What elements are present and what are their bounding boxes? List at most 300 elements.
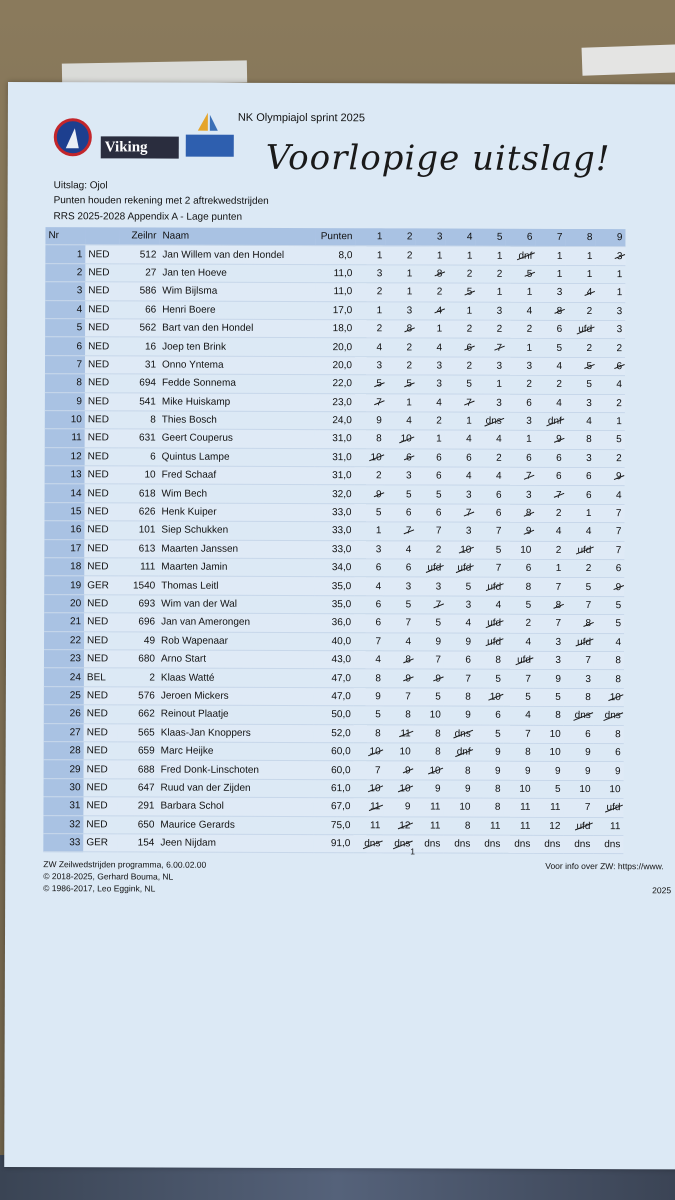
- points-cell: 47,0: [314, 669, 354, 688]
- rank-cell: 2: [45, 263, 85, 282]
- race-score: 7: [465, 673, 471, 685]
- race-score: 3: [376, 268, 383, 280]
- race-4-cell: [443, 835, 473, 853]
- race-9-cell: [595, 431, 625, 449]
- race-7-cell: [534, 541, 564, 559]
- race-5-cell: [475, 357, 505, 375]
- race-score: dns: [514, 838, 531, 850]
- name-cell: Arno Start: [158, 650, 314, 669]
- race-4-cell: [445, 283, 475, 301]
- race-score: 2: [466, 323, 473, 335]
- rank-cell: 24: [44, 668, 84, 687]
- race-score: 4: [406, 415, 412, 427]
- sail-number-cell: 626: [118, 503, 158, 522]
- race-7-cell: [534, 780, 564, 798]
- sail-number-cell: 565: [118, 723, 158, 742]
- race-7-cell: [534, 596, 564, 614]
- col-race-6: 6: [505, 229, 535, 247]
- race-9-cell: [595, 486, 625, 504]
- race-score: 10: [459, 801, 471, 813]
- race-score: 10: [549, 728, 561, 740]
- race-1-cell: [354, 724, 384, 742]
- race-7-cell: [534, 578, 564, 596]
- race-9-cell: [594, 541, 624, 559]
- table-row: [44, 521, 624, 541]
- race-4-cell: [444, 725, 474, 743]
- copyright-line-2: © 1986-2017, Leo Eggink, NL: [43, 883, 156, 894]
- race-4-cell: [444, 633, 474, 651]
- race-score: 5: [525, 599, 532, 611]
- race-3-cell: [414, 559, 444, 577]
- race-1-cell: [354, 540, 384, 558]
- points-cell: 35,0: [314, 595, 354, 614]
- race-score: 7: [376, 396, 382, 409]
- col-country: [85, 227, 119, 245]
- race-score: 11: [370, 801, 381, 813]
- race-score: 9: [464, 783, 471, 795]
- race-score: 3: [375, 544, 382, 556]
- rank-cell: 3: [45, 282, 85, 301]
- race-6-cell: [505, 357, 535, 375]
- race-score: 8: [525, 581, 532, 593]
- results-sheet: [4, 82, 675, 1169]
- race-2-cell: [385, 338, 415, 356]
- race-score: 5: [375, 709, 381, 721]
- race-score: 6: [615, 747, 621, 759]
- race-2-cell: [384, 559, 414, 577]
- table-row: [44, 778, 624, 798]
- rank-cell: 6: [45, 337, 85, 356]
- race-score: 3: [376, 360, 383, 372]
- race-score: dns: [544, 838, 561, 851]
- race-8-cell: [564, 559, 594, 577]
- race-4-cell: [445, 375, 475, 393]
- race-score: 7: [555, 581, 562, 593]
- race-4-cell: [444, 577, 474, 595]
- info-link-text: Voor info over ZW: https://www.: [545, 860, 664, 872]
- race-score: 3: [496, 397, 502, 409]
- table-row: [45, 392, 625, 412]
- col-race-1: 1: [355, 228, 385, 246]
- race-8-cell: [564, 743, 594, 761]
- col-points: Punten: [315, 228, 355, 246]
- year-text: 2025: [652, 885, 672, 896]
- race-score: 10: [460, 544, 472, 556]
- sail-number-cell: 650: [117, 815, 157, 834]
- race-4-cell: [444, 596, 474, 614]
- race-score: 1: [586, 250, 593, 262]
- points-cell: 35,0: [314, 577, 354, 596]
- sail-number-cell: 16: [119, 337, 159, 356]
- rank-cell: 26: [44, 705, 84, 724]
- race-score: 5: [556, 342, 563, 354]
- race-5-cell: [474, 614, 504, 632]
- race-score: 3: [405, 581, 412, 593]
- name-cell: Geert Couperus: [159, 429, 315, 448]
- race-8-cell: [564, 541, 594, 559]
- points-cell: 31,0: [315, 467, 355, 486]
- race-5-cell: [474, 651, 504, 669]
- race-3-cell: [414, 633, 444, 651]
- country-cell: NED: [84, 742, 118, 761]
- country-cell: NED: [84, 631, 118, 650]
- race-score: 2: [555, 507, 562, 519]
- race-score: 9: [465, 709, 471, 721]
- race-score: 5: [466, 286, 473, 298]
- points-cell: 67,0: [313, 798, 353, 817]
- country-cell: NED: [85, 374, 119, 393]
- race-score: 11: [369, 819, 381, 831]
- sail-number-cell: 662: [118, 705, 158, 724]
- race-6-cell: [505, 265, 535, 283]
- rank-cell: 21: [44, 613, 84, 632]
- sail-number-cell: 693: [118, 595, 158, 614]
- sail-number-cell: 1540: [118, 576, 158, 595]
- race-score: 8: [615, 655, 622, 667]
- race-2-cell: [384, 761, 414, 779]
- race-score: 2: [586, 342, 593, 354]
- race-2-cell: [385, 357, 415, 375]
- race-5-cell: [475, 430, 505, 448]
- race-score: 4: [495, 599, 502, 611]
- rank-cell: 25: [44, 686, 84, 705]
- country-cell: NED: [84, 687, 118, 706]
- race-score: 9: [375, 488, 382, 500]
- race-5-cell: [475, 283, 505, 301]
- race-8-cell: [564, 670, 594, 688]
- race-score: 4: [525, 710, 531, 722]
- race-score: 5: [435, 617, 442, 629]
- table-row: [44, 576, 624, 596]
- race-score: 10: [370, 452, 382, 464]
- rank-cell: 23: [44, 650, 84, 669]
- race-score: dnf: [456, 746, 471, 758]
- race-score: 8: [464, 820, 471, 832]
- race-score: 9: [615, 765, 621, 777]
- race-1-cell: [354, 761, 384, 779]
- race-score: 9: [405, 764, 411, 776]
- race-4-cell: [444, 780, 474, 798]
- race-score: 6: [525, 563, 532, 575]
- race-1-cell: [354, 743, 384, 761]
- points-cell: 17,0: [315, 301, 355, 320]
- points-cell: 61,0: [314, 779, 354, 798]
- race-8-cell: [565, 357, 595, 375]
- race-score: 10: [369, 783, 381, 795]
- race-7-cell: [535, 320, 565, 338]
- race-score: 4: [525, 636, 532, 648]
- race-score: 6: [466, 342, 473, 354]
- race-score: 1: [496, 250, 503, 262]
- race-2-cell: [384, 632, 414, 650]
- race-score: 3: [436, 378, 442, 390]
- race-7-cell: [534, 670, 564, 688]
- race-score: 9: [525, 526, 532, 538]
- race-8-cell: [563, 799, 593, 817]
- race-1-cell: [355, 264, 385, 282]
- race-5-cell: [475, 412, 505, 430]
- race-score: 8: [585, 691, 591, 703]
- race-7-cell: [534, 743, 564, 761]
- race-score: 2: [436, 415, 442, 427]
- race-score: ufd: [577, 544, 592, 556]
- race-score: 9: [405, 672, 411, 684]
- event-title: NK Olympiajol sprint 2025: [237, 111, 366, 125]
- race-2-cell: [384, 780, 414, 798]
- points-cell: 31,0: [315, 430, 355, 449]
- race-9-cell: [595, 302, 625, 320]
- race-score: 6: [406, 452, 412, 464]
- race-4-cell: [443, 798, 473, 816]
- race-2-cell: [384, 651, 414, 669]
- race-6-cell: [505, 339, 535, 357]
- points-cell: 33,0: [314, 540, 354, 559]
- race-score: 11: [519, 820, 531, 832]
- race-8-cell: [565, 302, 595, 320]
- race-5-cell: [474, 522, 504, 540]
- race-score: 1: [406, 286, 413, 298]
- sail-number-cell: 291: [117, 797, 157, 816]
- table-row: [44, 613, 624, 633]
- race-score: 2: [526, 323, 533, 335]
- race-score: 3: [555, 636, 562, 648]
- race-score: 1: [526, 434, 532, 446]
- sail-number-cell: 696: [118, 613, 158, 632]
- race-score: 10: [399, 783, 411, 795]
- race-score: 8: [555, 710, 561, 722]
- race-score: 2: [586, 305, 593, 317]
- rank-cell: 5: [45, 319, 85, 338]
- race-5-cell: [475, 467, 505, 485]
- race-1-cell: [354, 706, 384, 724]
- country-cell: NED: [84, 613, 118, 632]
- race-6-cell: [505, 302, 535, 320]
- race-score: 9: [525, 765, 531, 777]
- race-score: ufd: [577, 636, 592, 648]
- race-score: 8: [586, 434, 592, 446]
- points-cell: 32,0: [315, 485, 355, 504]
- race-6-cell: [504, 688, 534, 706]
- race-3-cell: [415, 301, 445, 319]
- race-score: 7: [585, 655, 592, 667]
- race-score: 6: [435, 507, 442, 519]
- name-cell: Onno Yntema: [159, 356, 315, 375]
- race-score: 1: [526, 287, 533, 299]
- race-1-cell: [353, 816, 383, 834]
- points-cell: 11,0: [315, 283, 355, 302]
- country-cell: NED: [84, 521, 118, 540]
- points-cell: 31,0: [315, 448, 355, 467]
- race-7-cell: [534, 688, 564, 706]
- table-row: [44, 723, 624, 743]
- race-score: ufd: [487, 636, 502, 648]
- race-score: 2: [435, 544, 442, 556]
- race-score: 3: [496, 305, 503, 317]
- rank-cell: 30: [44, 778, 84, 797]
- country-cell: NED: [84, 723, 118, 742]
- race-5-cell: [474, 688, 504, 706]
- race-score: ufd: [606, 802, 621, 814]
- points-cell: 11,0: [315, 264, 355, 283]
- race-score: dns: [364, 838, 381, 850]
- race-score: 9: [615, 581, 622, 593]
- race-3-cell: [414, 614, 444, 632]
- name-cell: Jan Willem van den Hondel: [159, 245, 315, 264]
- race-4-cell: [443, 817, 473, 835]
- race-score: 2: [406, 360, 413, 372]
- race-score: 5: [585, 581, 592, 593]
- race-9-cell: [594, 596, 624, 614]
- country-cell: NED: [84, 558, 118, 577]
- race-score: ufd: [576, 820, 591, 832]
- race-2-cell: [385, 283, 415, 301]
- table-row: [45, 411, 625, 431]
- race-4-cell: [444, 504, 474, 522]
- country-cell: NED: [85, 356, 119, 375]
- sail-number-cell: 111: [118, 558, 158, 577]
- points-cell: 36,0: [314, 614, 354, 633]
- country-cell: NED: [85, 245, 119, 264]
- race-score: 6: [556, 324, 563, 336]
- sponsor-logo: [186, 113, 234, 157]
- name-cell: Jeen Nijdam: [157, 834, 313, 853]
- race-score: 6: [615, 563, 622, 575]
- race-score: 8: [375, 672, 381, 684]
- race-6-cell: [504, 522, 534, 540]
- race-6-cell: [504, 743, 534, 761]
- race-2-cell: [385, 393, 415, 411]
- race-score: 1: [556, 250, 563, 262]
- table-row: [45, 484, 625, 504]
- name-cell: Reinout Plaatje: [158, 705, 314, 724]
- race-6-cell: [505, 486, 535, 504]
- race-2-cell: [384, 522, 414, 540]
- sail-number-cell: 10: [119, 466, 159, 485]
- race-5-cell: [475, 449, 505, 467]
- race-score: 2: [436, 286, 443, 298]
- race-6-cell: [504, 651, 534, 669]
- race-score: 7: [435, 525, 442, 537]
- race-9-cell: [595, 376, 625, 394]
- sail-number-cell: 49: [118, 631, 158, 650]
- race-8-cell: [565, 376, 595, 394]
- page-number: 1: [410, 846, 416, 857]
- race-score: 1: [376, 305, 383, 317]
- race-score: 8: [494, 783, 501, 795]
- table-row: [44, 650, 624, 670]
- table-row: [44, 594, 624, 614]
- race-2-cell: [384, 688, 414, 706]
- race-8-cell: [565, 431, 595, 449]
- rank-cell: 10: [45, 411, 85, 430]
- race-1-cell: [354, 632, 384, 650]
- sail-number-cell: 694: [119, 374, 159, 393]
- race-score: dns: [574, 710, 591, 722]
- name-cell: Joep ten Brink: [159, 337, 315, 356]
- race-score: 4: [465, 617, 472, 630]
- race-score: 2: [556, 379, 562, 391]
- race-score: 8: [435, 746, 441, 758]
- race-3-cell: [415, 265, 445, 283]
- points-cell: 40,0: [314, 632, 354, 651]
- race-score: 5: [586, 360, 593, 372]
- race-6-cell: [505, 283, 535, 301]
- race-score: dns: [454, 838, 471, 850]
- race-score: 4: [375, 654, 382, 666]
- race-score: 9: [435, 636, 442, 648]
- race-3-cell: [413, 798, 443, 816]
- points-cell: 60,0: [314, 743, 354, 762]
- race-4-cell: [444, 669, 474, 687]
- name-cell: Wim van der Wal: [158, 595, 314, 614]
- country-cell: GER: [84, 576, 118, 595]
- race-8-cell: [564, 725, 594, 743]
- race-score: 7: [555, 618, 562, 630]
- race-1-cell: [355, 393, 385, 411]
- race-score: 12: [549, 820, 561, 832]
- race-1-cell: [354, 651, 384, 669]
- race-score: 4: [526, 305, 533, 317]
- race-7-cell: [534, 523, 564, 541]
- race-3-cell: [415, 393, 445, 411]
- table-row: [43, 815, 623, 835]
- race-4-cell: [445, 485, 475, 503]
- race-score: ufd: [487, 618, 502, 630]
- race-3-cell: [414, 541, 444, 559]
- race-score: 1: [616, 416, 622, 428]
- race-9-cell: [594, 780, 624, 798]
- race-score: 5: [405, 489, 412, 501]
- sail-number-cell: 8: [119, 411, 159, 430]
- race-8-cell: [565, 468, 595, 486]
- race-1-cell: [354, 669, 384, 687]
- country-cell: NED: [84, 760, 118, 779]
- race-score: 1: [376, 249, 383, 261]
- race-score: 2: [555, 544, 562, 556]
- race-score: 5: [615, 618, 622, 630]
- race-score: 7: [525, 673, 531, 685]
- race-4-cell: [445, 338, 475, 356]
- handwritten-note: Voorlopige uitslag!: [265, 137, 611, 180]
- points-cell: 22,0: [315, 375, 355, 394]
- race-1-cell: [355, 320, 385, 338]
- race-score: 10: [549, 747, 561, 759]
- race-4-cell: [445, 449, 475, 467]
- race-score: 3: [586, 452, 592, 464]
- race-5-cell: [474, 578, 504, 596]
- table-row: [44, 742, 624, 762]
- table-row: [44, 558, 624, 578]
- race-8-cell: [564, 780, 594, 798]
- name-cell: Mike Huiskamp: [159, 393, 315, 412]
- rank-cell: 13: [45, 466, 85, 485]
- race-score: 4: [405, 544, 412, 556]
- race-score: 1: [406, 268, 413, 280]
- name-cell: Thomas Leitl: [158, 576, 314, 595]
- race-9-cell: [595, 412, 625, 430]
- race-score: 5: [375, 507, 382, 519]
- race-9-cell: [595, 449, 625, 467]
- race-1-cell: [354, 687, 384, 705]
- race-score: ufd: [487, 581, 502, 593]
- race-score: 4: [496, 470, 502, 482]
- race-score: 2: [376, 470, 382, 482]
- race-score: 7: [405, 691, 411, 703]
- table-row: [45, 466, 625, 486]
- race-score: 4: [496, 434, 502, 446]
- sail-number-cell: 613: [118, 540, 158, 559]
- country-cell: NED: [84, 503, 118, 522]
